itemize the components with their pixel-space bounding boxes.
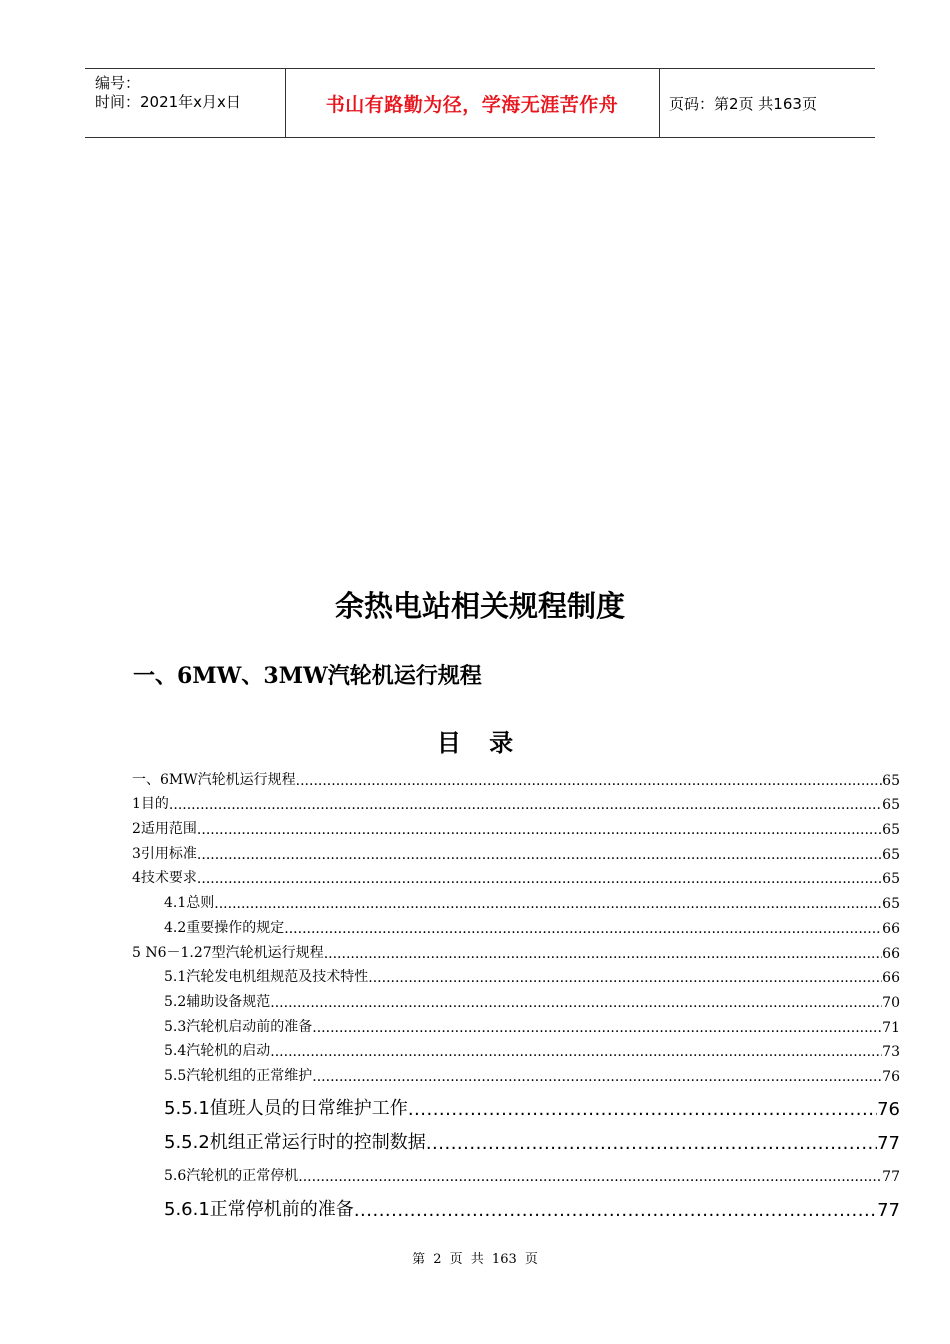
toc-entry-text: 5.5.2机组正常运行时的控制数据 [164, 1131, 426, 1153]
toc-entry[interactable] [132, 863, 900, 888]
toc-entry[interactable] [132, 764, 900, 789]
toc-entry-page: 66 [882, 970, 900, 987]
toc-leader [169, 797, 882, 813]
toc-entry-text: 一、6MW汽轮机运行规程 [132, 771, 296, 788]
toc-entry-page: 76 [877, 1098, 900, 1120]
number-label: 编号： [95, 74, 141, 92]
toc-entry[interactable] [132, 1011, 900, 1036]
toc-entry-text: 5.3汽轮机启动前的准备 [164, 1018, 313, 1035]
toc-entry-text: 5.6.1正常停机前的准备 [164, 1198, 354, 1220]
toc-entry[interactable] [132, 937, 900, 962]
toc-leader [312, 1069, 882, 1085]
toc-entry[interactable] [132, 1036, 900, 1061]
toc-leader [324, 946, 882, 962]
toc-entry[interactable] [132, 789, 900, 814]
toc-entry-text: 4.2重要操作的规定 [164, 919, 285, 936]
section-title: 一、6MW、3MW汽轮机运行规程 [133, 663, 482, 689]
toc-entry-page: 65 [882, 822, 900, 839]
toc-entry[interactable] [132, 962, 900, 987]
toc-entry-text: 2适用范围 [132, 821, 197, 838]
toc-entry[interactable] [132, 1120, 900, 1154]
page-info: 页码：第2页 共163页 [669, 94, 817, 113]
motto-text: 书山有路勤为径，学海无涯苦作舟 [325, 93, 619, 116]
toc-entry-text: 5.2辅助设备规范 [164, 993, 271, 1010]
toc-entry-text: 1目的 [132, 796, 169, 813]
toc-entry-text: 5.5.1值班人员的日常维护工作 [164, 1097, 408, 1119]
toc-entry-page: 65 [882, 896, 900, 913]
header-page-cell [659, 69, 875, 137]
toc-entry[interactable] [132, 912, 900, 937]
toc-leader [197, 871, 882, 887]
toc-entry[interactable] [132, 1154, 900, 1185]
toc-leader [296, 773, 883, 789]
toc-leader [354, 1200, 877, 1221]
toc-leader [197, 847, 882, 863]
page-footer: 第 2 页 共 163 页 [412, 1252, 538, 1267]
toc-entry-text: 5 N6－1.27型汽轮机运行规程 [132, 944, 324, 961]
toc-entry-page: 65 [882, 846, 900, 863]
toc-entry-page: 76 [882, 1068, 900, 1085]
toc-entry[interactable] [132, 1085, 900, 1120]
document-title: 余热电站相关规程制度 [334, 589, 625, 623]
toc-entry[interactable] [132, 1060, 900, 1085]
toc-entry-text: 5.6汽轮机的正常停机 [164, 1167, 299, 1184]
toc-leader [214, 896, 882, 912]
toc-leader [408, 1099, 877, 1120]
toc-entry[interactable] [132, 887, 900, 912]
toc-leader [270, 1044, 882, 1060]
toc-entry-page: 65 [882, 797, 900, 814]
toc-entry[interactable] [132, 1185, 900, 1221]
toc-leader [298, 1169, 882, 1185]
toc-leader [270, 995, 882, 1011]
table-of-contents [132, 764, 900, 1221]
toc-entry[interactable] [132, 813, 900, 838]
toc-entry-text: 5.5汽轮机组的正常维护 [164, 1067, 313, 1084]
toc-entry-page: 66 [882, 920, 900, 937]
toc-entry-page: 65 [882, 871, 900, 888]
toc-entry-page: 70 [882, 994, 900, 1011]
toc-entry-page: 66 [882, 945, 900, 962]
toc-entry-text: 4.1总则 [164, 895, 215, 912]
toc-entry-page: 71 [882, 1019, 900, 1036]
toc-leader [284, 921, 882, 937]
toc-entry-page: 65 [882, 772, 900, 789]
toc-entry-text: 5.4汽轮机的启动 [164, 1043, 271, 1060]
toc-entry-text: 3引用标准 [132, 845, 197, 862]
header-meta-cell [85, 69, 286, 137]
toc-entry-text: 4技术要求 [132, 870, 197, 887]
header-motto-cell [285, 69, 660, 137]
toc-entry-page: 77 [877, 1199, 900, 1221]
toc-leader [197, 822, 882, 838]
toc-entry-text: 5.1汽轮发电机组规范及技术特性 [164, 969, 369, 986]
toc-entry[interactable] [132, 838, 900, 863]
toc-leader [426, 1133, 877, 1154]
toc-entry-page: 73 [882, 1044, 900, 1061]
toc-leader [368, 970, 882, 986]
time-label: 时间：2021年x月x日 [95, 93, 241, 111]
toc-leader [312, 1020, 882, 1036]
document-header [85, 68, 875, 138]
toc-entry-page: 77 [882, 1168, 900, 1185]
toc-entry[interactable] [132, 986, 900, 1011]
toc-entry-page: 77 [877, 1132, 900, 1154]
toc-title: 目 录 [436, 729, 524, 757]
